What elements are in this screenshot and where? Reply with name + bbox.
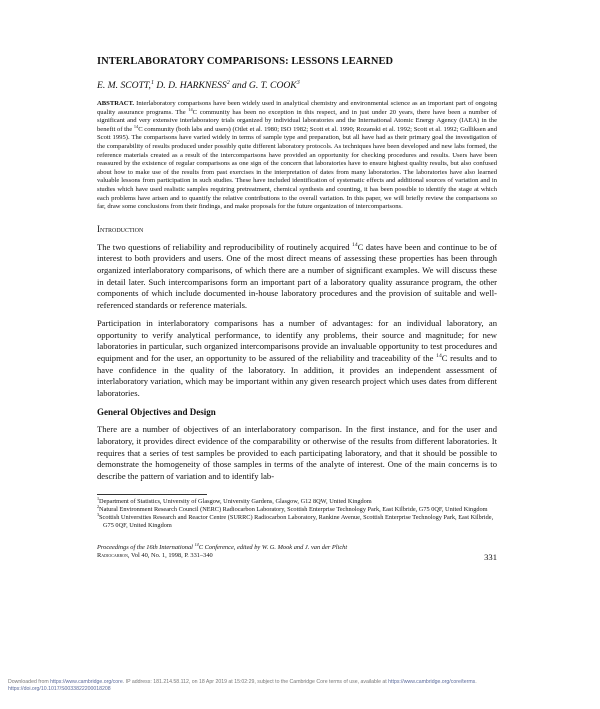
journal-citation <box>97 552 497 562</box>
author-3: G. T. COOK <box>248 80 297 91</box>
abstract-label: ABSTRACT. <box>97 100 135 107</box>
author-1-affiliation: 1 <box>150 79 154 86</box>
author-3-affiliation: 3 <box>296 79 300 86</box>
footnotes <box>97 498 497 530</box>
download-middle: . IP address: 181.214.58.112, on 18 Apr 2019 at 15:02:29, subject to the Cambridge Core terms of use, available at <box>122 679 389 685</box>
footnote-3 <box>97 514 497 530</box>
doi-link[interactable]: https://doi.org/10.1017/S0033822200018208 <box>8 686 111 692</box>
intro-p2-text-b: C results and to have confidence in the quality of the laboratory. In addition, it provides an independent assessment of interlaboratory variation, which may be important within any given research project which uses dates from different laboratories. <box>97 353 497 398</box>
author-1: E. M. SCOTT, <box>97 80 151 91</box>
journal-name: Radiocarbon, <box>97 552 130 560</box>
abstract-text-1: Interlaboratory comparisons have been widely used in analytical chemistry and environmental science as an important part of ongoing quality assurance programs. The <box>97 100 497 116</box>
footnote-2-text: Natural Environment Research Council (NERC) Radiocarbon Laboratory, Scottish Enterprise Technology Park, East Kilbride, G75 0QF, United Kingdom <box>99 506 488 514</box>
paper-title: INTERLABORATORY COMPARISONS: LESSONS LEARNED <box>97 56 394 67</box>
journal-details: Vol 40, No. 1, 1998, P. 331–340 <box>131 552 213 560</box>
intro-p1-sup: 14 <box>352 241 358 248</box>
intro-paragraph-2 <box>97 318 497 399</box>
intro-p2-sup: 14 <box>436 353 442 360</box>
footnote-2-num: 2 <box>97 504 100 510</box>
footnote-1-text: Department of Statistics, University of Glasgow, University Gardens, Glasgow, G12 8QW, United Kingdom <box>99 498 372 506</box>
proceedings-text-b: C Conference, edited by W. G. Mook and J. van der Plicht <box>198 544 348 552</box>
abstract <box>97 100 497 212</box>
paper-page <box>97 56 497 562</box>
general-paragraph-1: There are a number of objectives of an interlaboratory comparison. In the first instance, and for the user and laboratory, it provides direct evidence of the comparability or otherwise of the results from different laboratories. It requires that a series of test samples be provided to each participating laboratory, and that it should be possible to demonstrate the homogeneity of those samples in terms of the analyte of interest. One of the main concerns is to describe the pattern of variation and to identify lab- <box>97 424 497 481</box>
abstract-text-2: C community has been no exception in this respect, and in just under 20 years, there have been a number of significant and very extensive interlaboratory trials organized by individual laboratories and the International Atomic Energy Agency (IAEA) in the benefit of the <box>97 108 497 133</box>
terms-link[interactable]: https://www.cambridge.org/core/terms <box>388 679 476 685</box>
author-2: D. D. HARKNESS <box>156 80 227 91</box>
abstract-sup-1: 14 <box>188 106 193 112</box>
cambridge-core-link[interactable]: https://www.cambridge.org/core <box>50 679 123 685</box>
intro-p1-text-a: The two questions of reliability and reproducibility of routinely acquired <box>97 241 353 252</box>
proceedings-sup: 14 <box>194 542 199 548</box>
footnote-rule <box>97 494 207 495</box>
download-prefix: Downloaded from <box>8 679 51 685</box>
proceedings-text-a: Proceedings of the 16th International <box>97 544 195 552</box>
author-joiner: and <box>232 80 247 91</box>
intro-p1-text-b: C dates have been and continue to be of interest to both providers and users. One of the most direct means of assessing these properties has been through organized interlaboratory comparisons, of which there are a number of significant examples. We will discuss these in detail later. Such intercomparisons form an important part of a laboratory quality assurance program, the other components of which include documented in-house laboratory procedures and the provision of suitable and well-referenced standards or reference materials. <box>97 241 497 310</box>
download-notice <box>8 679 598 693</box>
intro-p2-text-a: Participation in interlaboratory comparisons has a number of advantages: for an individual laboratory, an opportunity to verify analytical performance, to identify any problems, their source and magnitude; for new laboratories in particular, such organized intercomparisons provide an invaluable opportunity to test procedures and equipment and for the user, an opportunity to be assured of the reliability and traceability of the <box>97 318 497 364</box>
general-objectives-heading: General Objectives and Design <box>97 407 216 418</box>
author-2-affiliation: 2 <box>226 79 230 86</box>
abstract-sup-2: 14 <box>133 123 139 129</box>
author-line <box>97 80 497 91</box>
intro-paragraph-1 <box>97 242 497 312</box>
introduction-heading: Introduction <box>97 223 144 234</box>
proceedings-line <box>97 544 497 551</box>
footnote-3-text: Scottish Universities Research and Reactor Centre (SURRC) Radiocarbon Laboratory, Rankine Avenue, Scottish Enterprise Technology Park, East Kilbride, G75 0QF, United Kingdom <box>99 514 494 530</box>
download-end: . <box>475 679 477 685</box>
footnote-3-num: 3 <box>97 512 100 518</box>
footnote-1-num: 1 <box>97 496 100 502</box>
page-number: 331 <box>484 552 497 563</box>
journal-info <box>97 552 213 562</box>
abstract-text-3: C community (both labs and users) (Otlet et al. 1980; ISO 1982; Scott et al. 1990; Rozanski et al. 1992; Scott et al. 1992; Gulliksen and Scott 1995). The comparisons have varied widely in terms of sample type and preparation, but all have had as their primary goal the investigation of the comparability of results produced under possibly quite different laboratory protocols. As techniques have been developed and new labs formed, the reference materials created as a result of the intercomparisons have provided an opportunity for checking procedures and results. Users have been reassured by the existence of regular comparisons as one sign of the concern that laboratories have to ensure highest quality results, but also confused about how to make use of the results from past exercises in the interpretation of dates from many laboratories. The laboratories have also learned valuable lessons from participation in such studies. These have included identification of systematic effects and additional sources of variation and in studies which have used realistic samples requiring pretreatment, chemical synthesis and counting, it has been possible to identify the stage at which each problems have arisen and to quantify the relative contributions to the overall variation. In this paper, we will briefly review the comparisons so far, draw some conclusions from their findings, and make proposals for the future organization of intercomparisons. <box>97 125 497 211</box>
